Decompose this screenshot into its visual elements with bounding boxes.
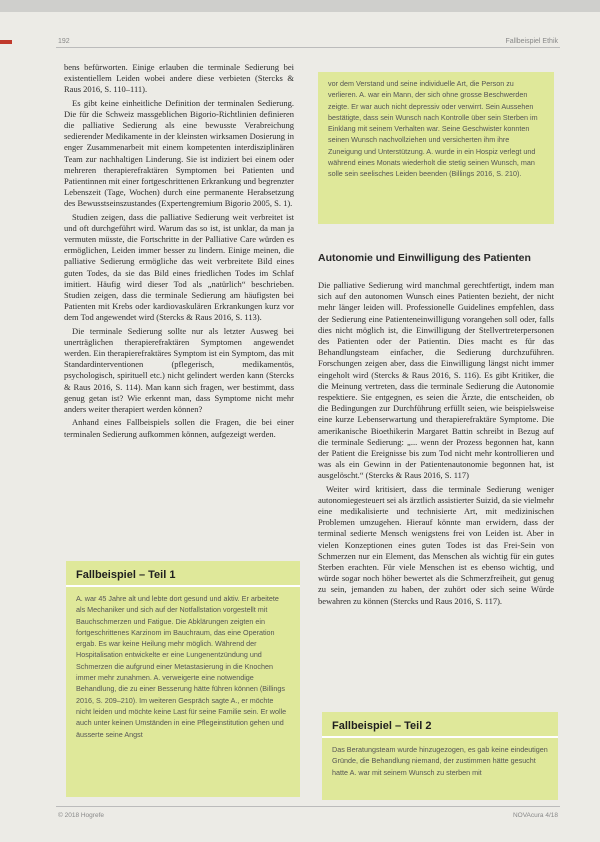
header-section: Fallbeispiel Ethik: [505, 38, 558, 45]
left-paragraph-5: Anhand eines Fallbeispiels sollen die Fragen, die bei einer terminalen Sedierung aufkommen können, aufgezeigt werden.: [64, 417, 294, 439]
footer-divider: [56, 806, 560, 807]
header-divider: [56, 47, 560, 48]
left-column: [64, 62, 294, 442]
left-paragraph-2: Es gibt keine einheitliche Definition der terminalen Sedierung. Die für die Schweiz massgeblichen Bigorio-Richtlinien definieren die palliative Sedierung als eine bewusste Verabreichung sedierender Medikamente in der kleinsten wirksamen Dosierung in enger Zusammenarbeit mit einem kompetenten interdisziplinären Team zur nachhaltigen Linderung. Sie ist indiziert bei einem oder mehreren therapierefraktären Symptomen bei Patienten und Patientinnen mit einer fortgeschrittenen Erkrankung und begrenzter Lebenszeit (Tage, Wochen) durch eine permanente Herabsetzung des Bewusstseinszustandes (Expertengremium Bigorio 2005, S. 1).: [64, 97, 294, 209]
red-accent-bar: [0, 40, 12, 44]
left-paragraph-4: Die terminale Sedierung sollte nur als letzter Ausweg bei unerträglichen therapierefraktären Symptomen angewendet werden. Ein therapierefraktäres Symptom ist ein Symptom, das mit Standardinterventionen (pflegerisch, medikamentös, psychologisch, spirituell etc.) nicht gelindert werden kann (Stercks & Raus 2016, S. 114). Man kann sich fragen, wer bestimmt, dass genug getan ist? Wie erkennt man, dass Symptome nicht mehr anders weiter therapiert werden können?: [64, 325, 294, 415]
case-box-2-text: Das Beratungsteam wurde hinzugezogen, es gab keine eindeutigen Gründe, die Behandlung niemand, der zustimmen hätte gesucht hatte A. war mit seinem Wunsch zu sterben mit: [332, 745, 548, 777]
case-box-1-continued-text: vor dem Verstand und seine individuelle Art, die Person zu verlieren. A. war ein Mann, der sich ohne grosse Beschwerden zeigte. Er war auch nicht depressiv oder verwirrt. Sein Aussehen bestätigte, dass sein Wunsch nach Kontrolle über sein Sterben im Einklang mit seinem Verhalten war. Seine Geschwister konnten seinen Wunsch nachvollziehen und versicherten ihm ihre Zuneigung und Unterstützung. A. wurde in ein Hospiz verlegt und während eines Monats wiederholt die stetig seinen Wunsch, man solle sein seelisches Leiden beenden (Billings 2016, S. 210).: [328, 79, 538, 179]
case-box-2-title: Fallbeispiel – Teil 2: [332, 720, 432, 732]
footer-copyright: © 2018 Hogrefe: [58, 812, 104, 819]
right-column: [318, 280, 554, 609]
top-band: [0, 0, 600, 12]
case-box-1-divider: [66, 585, 300, 587]
case-box-1-title: Fallbeispiel – Teil 1: [76, 569, 176, 581]
left-paragraph-1: bens befürworten. Einige erlauben die terminale Sedierung bei existentiellem Leiden wobei andere diese verbieten (Stercks & Raus 2016, S. 110–111).: [64, 62, 294, 95]
header-page-number: 192: [58, 38, 70, 45]
left-paragraph-3: Studien zeigen, dass die palliative Sedierung weit verbreitet ist und oft durchgeführt wird. Warum das so ist, ist unklar, da man ja vermuten müsste, die Fortschritte in der Palliative Care würden es ermöglichen, Leiden immer besser zu lindern. Einige meinen, die palliative Sedierung ermögliche das weit verbreitete Bild eines guten Todes, da sie das Bild eines friedlichen Todes im Schlaf imitiert. Häufig wird dieser Tod als „natürlich“ beschrieben. Studien zeigen, dass die terminale Sedierung am häufigsten bei Patienten mit Krebs oder kardiovaskulären Erkrankungen kurz vor dem Tod angewendet wird (Stercks & Raus 2016, S. 113).: [64, 211, 294, 323]
case-box-1: [66, 561, 300, 797]
case-box-2-divider: [322, 736, 558, 738]
case-box-2: [322, 712, 558, 800]
right-paragraph-2: Weiter wird kritisiert, dass die terminale Sedierung weniger autonomiegesteuert sei als ärztlich assistierter Suizid, da sie vielmehr eine medikalisierte und technisierte Art, mit medizinischen Problemen umzugehen. Hierauf könnte man erwidern, dass der terminal sedierte Mensch wenigstens frei von Leiden ist. Aber in vielen Konzeptionen eines guten Todes ist das Frei-Sein von Schmerzen nur ein Element, das Menschen als wichtig für ein gutes Sterben erachten. Für viele Menschen ist es ebenso wichtig, und würde sogar noch höher bewertet als die Schmerzfreiheit, gut genug zu sein, jemanden zu haben, der zuhört oder sich seine Würde bewahren zu können (Stercks und Raus 2016, S. 117).: [318, 483, 554, 606]
section-heading: Autonomie und Einwilligung des Patienten: [318, 252, 531, 264]
footer-journal: NOVAcura 4/18: [512, 812, 558, 819]
case-box-1-continued: [318, 72, 554, 224]
case-box-1-text: A. war 45 Jahre alt und lebte dort gesund und aktiv. Er arbeitete als Mechaniker und sich auf der Notfallstation vorgestellt mit Bauchschmerzen und Fatigue. Die Abklärungen zeigten ein fortgeschrittenes Karzinom im Bauchraum, das eine Operation ergab. Es war keine Heilung mehr möglich. Während der Hospitalisation entwickelte er eine Lungenentzündung und Schmerzen die aufgrund einer Metastasierung in die Knochen immer mehr zunahmen. A. verweigerte eine notwendige Behandlung, die zu einer Besserung hätte führen können (Billings 2016, S. 209–210). Im weiteren Gespräch sagte A., er möchte nicht leiden und möchte keine Last für seine Familie sein. Er wolle auch unter keinen Umständen in eine Pflegeinstitution gehen und äusserte seine Angst: [76, 594, 287, 739]
right-paragraph-1: Die palliative Sedierung wird manchmal gerechtfertigt, indem man sich auf den autonomen Wunsch eines Patienten bezieht, der nicht mehr länger leiden will. Professionelle Guidelines empfehlen, dass der Sedierung eine Patienteneinwilligung vorangehen soll oder, falls dies nicht möglich ist, die Einwilligung der Stellvertreterpersonen des Patienten oder der Patientin. Dies macht es für das Behandlungsteam einfacher, die Sedierung durchzuführen. Forschungen zeigen aber, dass die Einwilligung längst nicht immer eingeholt wird (Stercks & Raus 2016, S. 116). Es gibt Kritiker, die die Meinung vertreten, dass die terminale Sedierung die Autonomie respektiere. Sie entgegnen, es seien die Ärzte, die entscheiden, ob die Bedingungen zur Durchführung erfüllt seien, wie beispielsweise eine kurze Lebenserwartung und therapierefraktäre Symptome. Die amerikanische Bioethikerin Margaret Battin schreibt in Bezug auf die terminale Sedierung: „... wenn der Prozess begonnen hat, kann der Patient die Ereignisse bis zum Tod nicht mehr kontrollieren und was als ein Gewinn in der Patientenautonomie begonnen hat, ist ausgelöscht.“ (Stercks & Raus 2016, S. 117): [318, 280, 554, 481]
